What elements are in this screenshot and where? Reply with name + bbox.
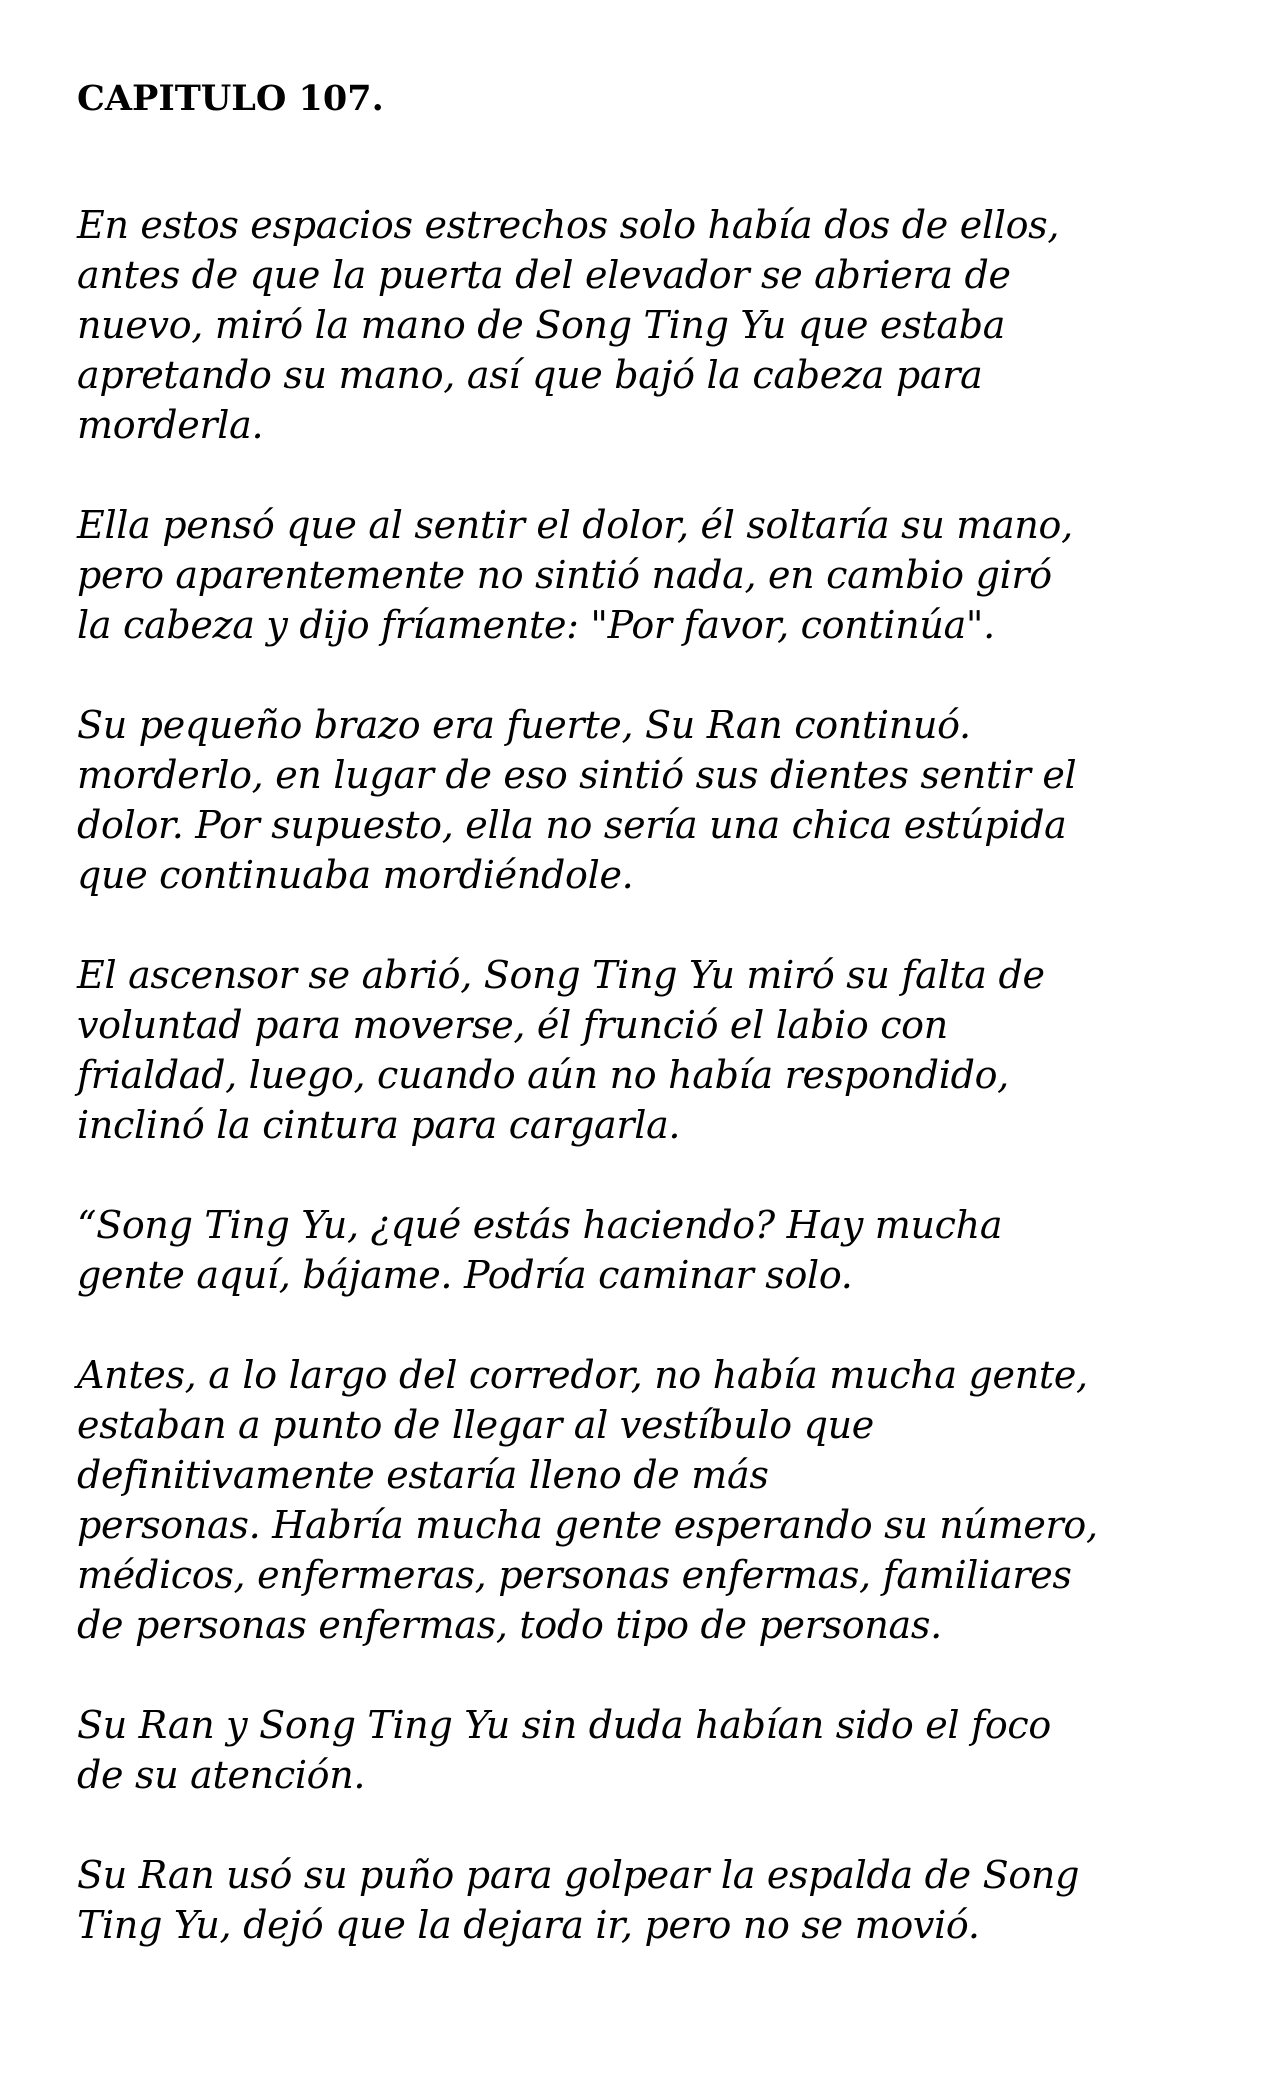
paragraph <box>77 1700 1207 1800</box>
paragraph <box>77 1200 1207 1300</box>
text-line: antes de que la puerta del elevador se abriera de <box>77 253 1011 297</box>
text-line: pero aparentemente no sintió nada, en cambio giró <box>77 553 1052 597</box>
text-line: Su pequeño brazo era fuerte, Su Ran continuó. <box>77 703 971 747</box>
chapter-body <box>77 200 1207 2000</box>
text-line: definitivamente estaría lleno de más <box>77 1453 769 1497</box>
text-line: médicos, enfermeras, personas enfermas, familiares <box>77 1553 1072 1597</box>
text-line: morderla. <box>77 403 264 447</box>
text-line: “Song Ting Yu, ¿qué estás haciendo? Hay mucha <box>77 1203 1003 1247</box>
text-line: frialdad, luego, cuando aún no había respondido, <box>77 1053 1009 1097</box>
text-line: de personas enfermas, todo tipo de personas. <box>77 1603 942 1647</box>
text-line: que continuaba mordiéndole. <box>77 853 634 897</box>
text-line: gente aquí, bájame. Podría caminar solo. <box>77 1253 853 1297</box>
text-line: morderlo, en lugar de eso sintió sus dientes sentir el <box>77 753 1077 797</box>
text-line: personas. Habría mucha gente esperando su número, <box>77 1503 1098 1547</box>
paragraph <box>77 200 1207 450</box>
text-line: la cabeza y dijo fríamente: "Por favor, continúa". <box>77 603 995 647</box>
text-line: voluntad para moverse, él frunció el labio con <box>77 1003 948 1047</box>
text-line: inclinó la cintura para cargarla. <box>77 1103 681 1147</box>
text-line: Ella pensó que al sentir el dolor, él soltaría su mano, <box>77 503 1073 547</box>
text-line: estaban a punto de llegar al vestíbulo que <box>77 1403 874 1447</box>
text-line: El ascensor se abrió, Song Ting Yu miró su falta de <box>77 953 1045 997</box>
chapter-title: CAPITULO 107. <box>77 78 384 119</box>
text-line: de su atención. <box>77 1753 366 1797</box>
text-line: Antes, a lo largo del corredor, no había mucha gente, <box>77 1353 1088 1397</box>
text-line: En estos espacios estrechos solo había dos de ellos, <box>77 203 1060 247</box>
text-line: Su Ran y Song Ting Yu sin duda habían sido el foco <box>77 1703 1051 1747</box>
text-line: Ting Yu, dejó que la dejara ir, pero no se movió. <box>77 1903 980 1947</box>
paragraph <box>77 1850 1207 1950</box>
paragraph <box>77 1350 1207 1650</box>
text-line: dolor. Por supuesto, ella no sería una chica estúpida <box>77 803 1067 847</box>
text-line: Su Ran usó su puño para golpear la espalda de Song <box>77 1853 1080 1897</box>
paragraph <box>77 700 1207 900</box>
text-line: apretando su mano, así que bajó la cabeza para <box>77 353 983 397</box>
paragraph <box>77 500 1207 650</box>
text-line: nuevo, miró la mano de Song Ting Yu que estaba <box>77 303 1006 347</box>
paragraph <box>77 950 1207 1150</box>
